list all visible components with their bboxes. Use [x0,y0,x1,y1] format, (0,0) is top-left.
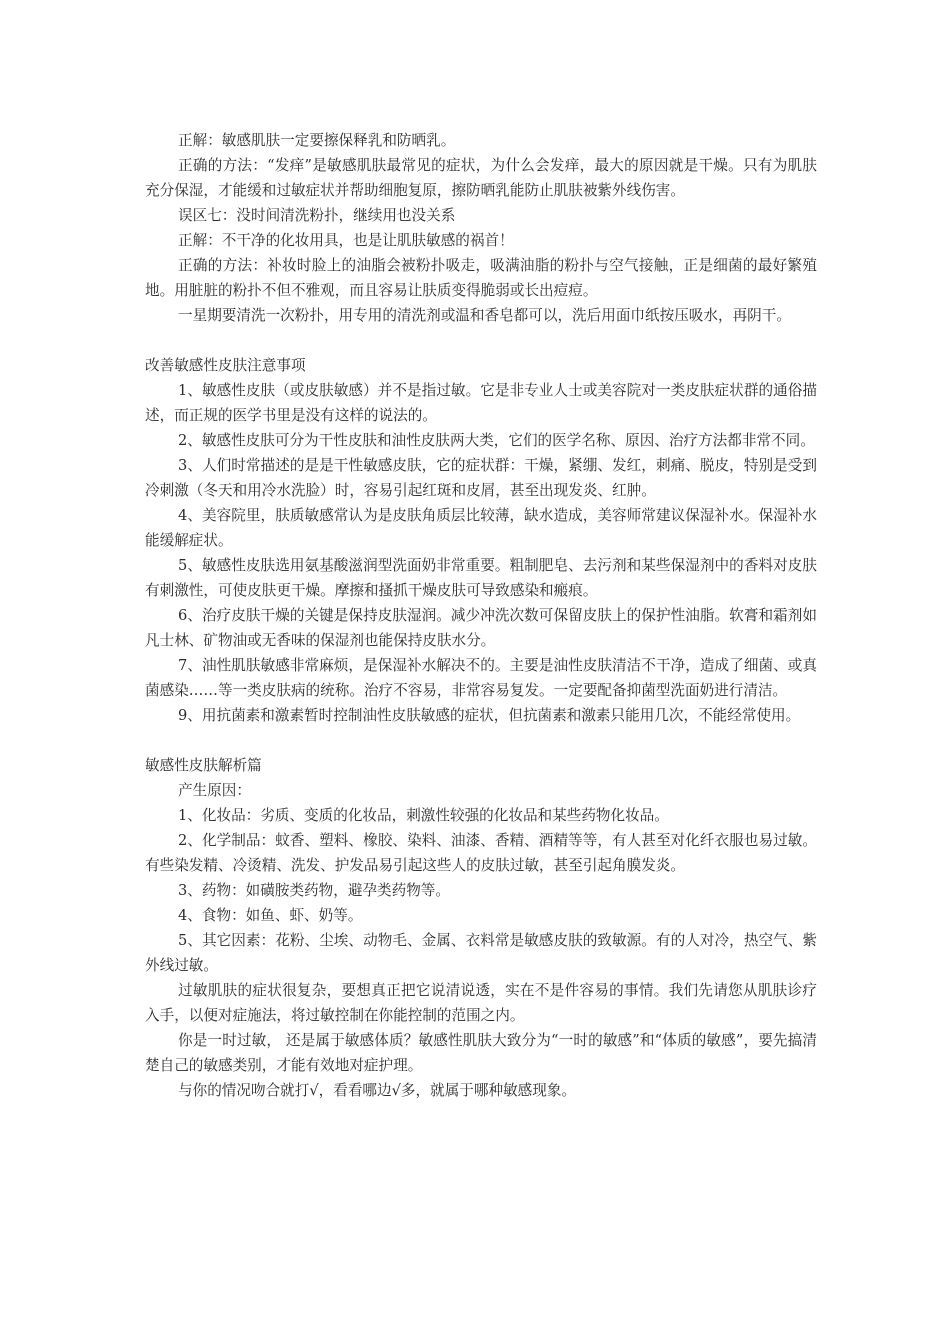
paragraph: 正解：敏感肌肤一定要擦保释乳和防晒乳。 [178,132,456,149]
paragraph: 7、油性肌肤敏感非常麻烦，是保湿补水解决不的。主要是油性皮肤清洁不干净，造成了细菌、或真菌感染……等一类皮肤病的统称。治疗不容易，非常容易复发。一定要配备抑菌型洗面奶进行清洁。 [145,657,817,699]
paragraph: 5、其它因素：花粉、尘埃、动物毛、金属、衣料常是敏感皮肤的致敏源。有的人对冷，热空气、紫外线过敏。 [145,932,817,974]
section-heading: 敏感性皮肤解析篇 [145,757,262,774]
paragraph: 4、食物：如鱼、虾、奶等。 [178,907,363,924]
section-heading: 改善敏感性皮肤注意事项 [145,357,306,374]
paragraph: 3、人们时常描述的是是干性敏感皮肤，它的症状群：干燥，紧绷、发红，刺痛、脱皮，特别是受到冷刺激（冬天和用冷水洗脸）时，容易引起红斑和皮屑，甚至出现发炎、红肿。 [145,457,817,499]
blank-line [145,328,817,353]
paragraph: 9、用抗菌素和激素暂时控制油性皮肤敏感的症状，但抗菌素和激素只能用几次，不能经常使用。 [178,707,801,724]
paragraph: 过敏肌肤的症状很复杂，要想真正把它说清说透，实在不是件容易的事情。我们先请您从肌肤诊疗入手，以便对症施法，将过敏控制在你能控制的范围之内。 [145,982,817,1024]
paragraph: 产生原因： [178,782,251,799]
paragraph: 6、治疗皮肤干燥的关键是保持皮肤湿润。减少冲洗次数可保留皮肤上的保护性油脂。软膏和霜剂如凡士林、矿物油或无香味的保湿剂也能保持皮肤水分。 [145,607,817,649]
paragraph: 1、敏感性皮肤（或皮肤敏感）并不是指过敏。它是非专业人士或美容院对一类皮肤症状群的通俗描述，而正规的医学书里是没有这样的说法的。 [145,382,817,424]
blank-line [145,728,817,753]
document-body [145,128,817,1103]
paragraph: 5、敏感性皮肤选用氨基酸滋润型洗面奶非常重要。粗制肥皂、去污剂和某些保湿剂中的香料对皮肤有刺激性，可使皮肤更干燥。摩擦和搔抓干燥皮肤可导致感染和瘢痕。 [145,557,817,599]
paragraph: 3、药物：如磺胺类药物，避孕类药物等。 [178,882,450,899]
paragraph: 2、敏感性皮肤可分为干性皮肤和油性皮肤两大类，它们的医学名称、原因、治疗方法都非常不同。 [178,432,815,449]
paragraph: 一星期要清洗一次粉扑，用专用的清洗剂或温和香皂都可以，洗后用面巾纸按压吸水，再阴干。 [178,307,791,324]
paragraph: 1、化妆品：劣质、变质的化妆品，刺激性较强的化妆品和某些药物化妆品。 [178,807,669,824]
paragraph: 4、美容院里，肤质敏感常认为是皮肤角质层比较薄，缺水造成，美容师常建议保湿补水。保湿补水能缓解症状。 [145,507,817,549]
paragraph: 与你的情况吻合就打√，看看哪边√多，就属于哪种敏感现象。 [178,1082,577,1099]
paragraph: 你是一时过敏， 还是属于敏感体质？敏感性肌肤大致分为“一时的敏感”和“体质的敏感”，要先搞清楚自己的敏感类别，才能有效地对症护理。 [145,1032,817,1074]
paragraph: 正确的方法：“发痒”是敏感肌肤最常见的症状，为什么会发痒，最大的原因就是干燥。只有为肌肤充分保湿，才能缓和过敏症状并帮助细胞复原，擦防晒乳能防止肌肤被紫外线伤害。 [145,157,817,199]
paragraph: 正解：不干净的化妆用具，也是让肌肤敏感的祸首！ [178,232,514,249]
paragraph: 正确的方法：补妆时脸上的油脂会被粉扑吸走，吸满油脂的粉扑与空气接触，正是细菌的最好繁殖地。用脏脏的粉扑不但不雅观，而且容易让肤质变得脆弱或长出痘痘。 [145,257,817,299]
paragraph: 误区七：没时间清洗粉扑，继续用也没关系 [178,207,456,224]
paragraph: 2、化学制品：蚊香、塑料、橡胶、染料、油漆、香精、酒精等等，有人甚至对化纤衣服也易过敏。有些染发精、冷烫精、洗发、护发品易引起这些人的皮肤过敏，甚至引起角膜发炎。 [145,832,817,874]
